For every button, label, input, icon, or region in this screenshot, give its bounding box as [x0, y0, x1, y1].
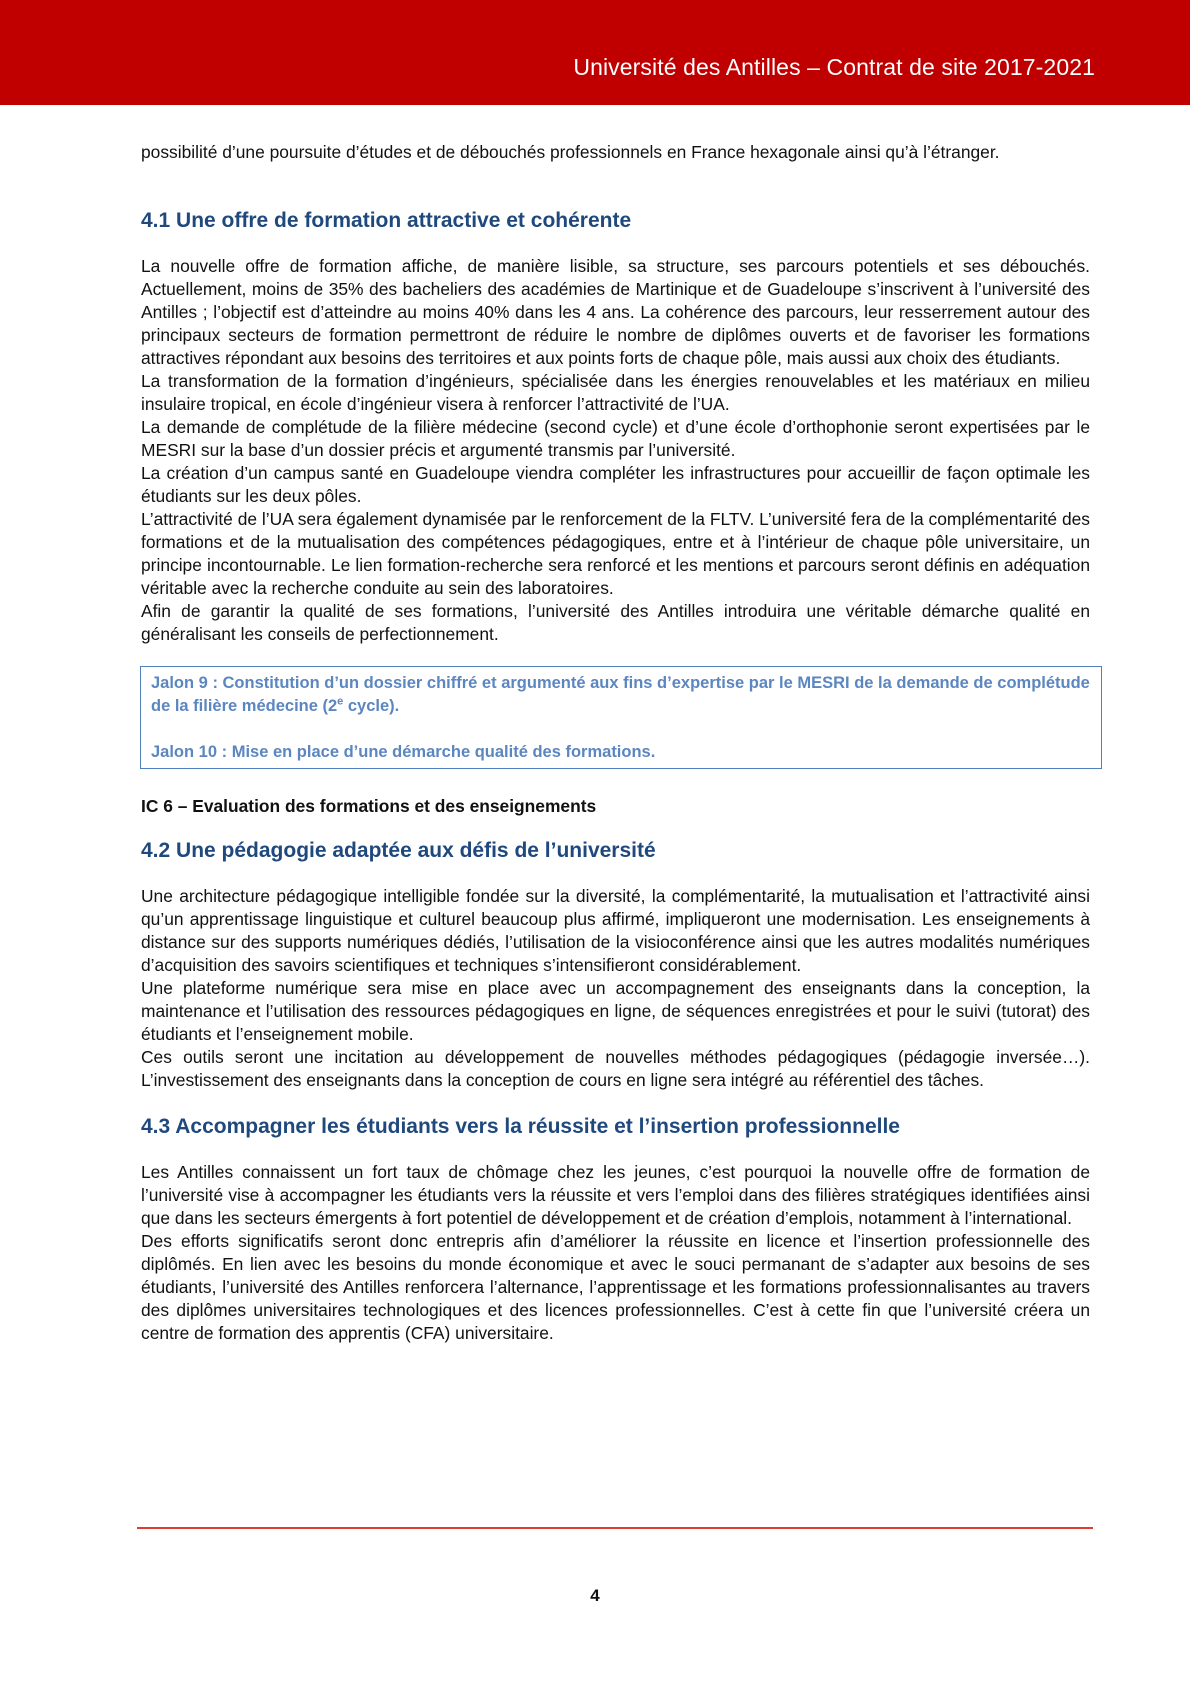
paragraph: La demande de complétude de la filière médecine (second cycle) et d’une école d’orthophonie seront expertisées par le MESRI sur la base d’un dossier précis et argumenté transmis par l’université.: [141, 417, 1090, 460]
section-4-1-body: [141, 255, 1090, 646]
section-heading-4-1: 4.1 Une offre de formation attractive et cohérente: [141, 209, 632, 232]
document-title: Université des Antilles – Contrat de site 2017-2021: [573, 54, 1095, 80]
milestones-box: [140, 666, 1102, 769]
header-bar: [0, 0, 1190, 105]
paragraph: Ces outils seront une incitation au développement de nouvelles méthodes pédagogiques (pédagogie inversée…). L’investissement des enseignants dans la conception de cours en ligne sera intégré au référentiel des tâches.: [141, 1047, 1090, 1090]
page-content: [141, 141, 1090, 1345]
section-4-3-body: [141, 1161, 1090, 1345]
jalon-9: [151, 672, 1091, 718]
section-heading-4-2: 4.2 Une pédagogie adaptée aux défis de l’université: [141, 839, 656, 862]
paragraph: Les Antilles connaissent un fort taux de chômage chez les jeunes, c’est pourquoi la nouvelle offre de formation de l’université vise à accompagner les étudiants vers la réussite et vers l’emploi dans des filières stratégiques identifiées ainsi que dans les secteurs émergents à fort potentiel de développement et de création d’emplois, notamment à l’international.: [141, 1162, 1090, 1228]
intro-paragraph: possibilité d’une poursuite d’études et de débouchés professionnels en France hexagonale ainsi qu’à l’étranger.: [141, 142, 1000, 162]
footer-divider: [137, 1527, 1093, 1529]
indicator-ic6: IC 6 – Evaluation des formations et des enseignements: [141, 796, 597, 816]
paragraph: Une architecture pédagogique intelligible fondée sur la diversité, la complémentarité, la mutualisation et l’attractivité ainsi qu’un apprentissage linguistique et culturel beaucoup plus affirmé, impliqueront une modernisation. Les enseignements à distance sur des supports numériques dédiés, l’utilisation de la visioconférence ainsi que les autres modalités numériques d’acquisition des savoirs scientifiques et techniques s’intensifieront considérablement.: [141, 886, 1090, 975]
paragraph: La création d’un campus santé en Guadeloupe viendra compléter les infrastructures pour accueillir de façon optimale les étudiants sur les deux pôles.: [141, 463, 1090, 506]
paragraph: Afin de garantir la qualité de ses formations, l’université des Antilles introduira une véritable démarche qualité en généralisant les conseils de perfectionnement.: [141, 601, 1090, 644]
section-heading-4-3: 4.3 Accompagner les étudiants vers la réussite et l’insertion professionnelle: [141, 1115, 900, 1138]
section-4-2-body: [141, 885, 1090, 1092]
paragraph: Une plateforme numérique sera mise en place avec un accompagnement des enseignants dans la conception, la maintenance et l’utilisation des ressources pédagogiques en ligne, de séquences enregistrées et pour le suivi (tutorat) des étudiants et l’enseignement mobile.: [141, 978, 1090, 1044]
jalon-9-text: Jalon 9 : Constitution d’un dossier chiffré et argumenté aux fins d’expertise par le MESRI de la demande de complétude de la filière médecine (2: [151, 674, 1090, 715]
paragraph: La transformation de la formation d’ingénieurs, spécialisée dans les énergies renouvelables et les matériaux en milieu insulaire tropical, en école d’ingénieur visera à renforcer l’attractivité de l’UA.: [141, 371, 1090, 414]
paragraph: L’attractivité de l’UA sera également dynamisée par le renforcement de la FLTV. L’université fera de la complémentarité des formations et de la mutualisation des compétences pédagogiques, entre et à l’intérieur de chaque pôle universitaire, un principe incontournable. Le lien formation-recherche sera renforcé et les mentions et parcours seront définis en adéquation véritable avec la recherche conduite au sein des laboratoires.: [141, 509, 1090, 598]
jalon-10: Jalon 10 : Mise en place d’une démarche qualité des formations.: [151, 743, 656, 761]
paragraph: La nouvelle offre de formation affiche, de manière lisible, sa structure, ses parcours potentiels et ses débouchés. Actuellement, moins de 35% des bacheliers des académies de Martinique et de Guadeloupe s’inscrivent à l’université des Antilles ; l’objectif est d’atteindre au moins 40% dans les 4 ans. La cohérence des parcours, leur resserrement autour des principaux secteurs de formation permettront de réduire le nombre de diplômes ouverts et de favoriser les formations attractives répondant aux besoins des territoires et aux points forts de chaque pôle, mais aussi aux choix des étudiants.: [141, 256, 1090, 368]
paragraph: Des efforts significatifs seront donc entrepris afin d’améliorer la réussite en licence et l’insertion professionnelle des diplômés. En lien avec les besoins du monde économique et avec le souci permanant de s’adapter aux besoins de ses étudiants, l’université des Antilles renforcera l’alternance, l’apprentissage et les formations professionnalisantes au travers des diplômes universitaires technologiques et des licences professionnelles. C’est à cette fin que l’université créera un centre de formation des apprentis (CFA) universitaire.: [141, 1231, 1090, 1343]
jalon-9-text-end: cycle).: [343, 697, 400, 715]
page-number: 4: [590, 1586, 600, 1605]
jalon-9-superscript: e: [337, 695, 344, 708]
